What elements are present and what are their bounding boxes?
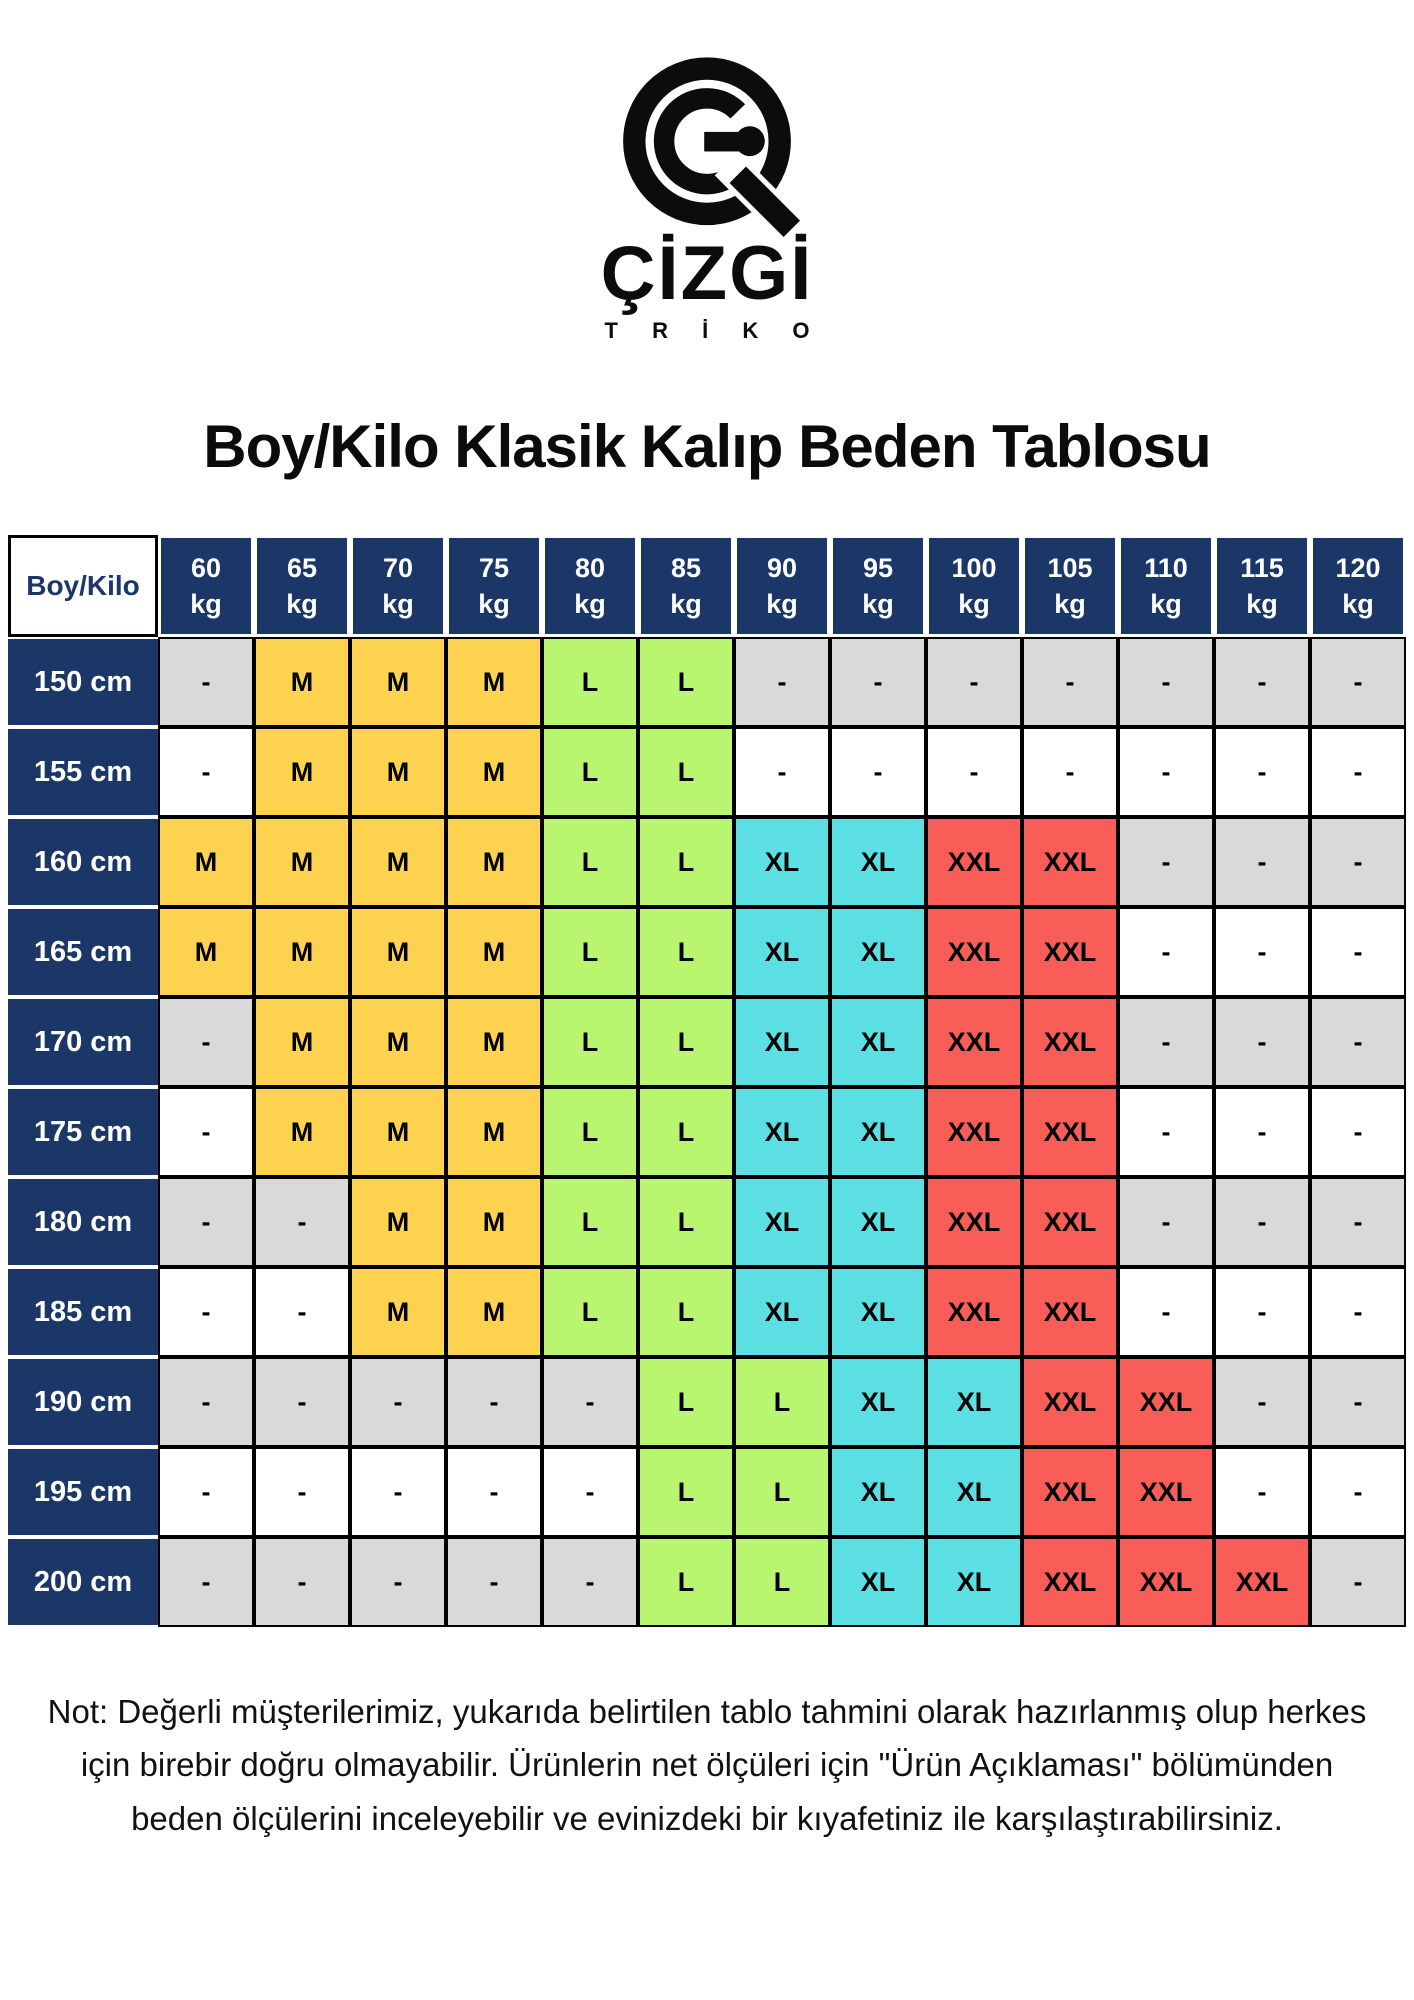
size-cell-empty: - (350, 1447, 446, 1537)
size-cell-m: M (350, 1087, 446, 1177)
size-cell-empty: - (1118, 1087, 1214, 1177)
size-cell-xl: XL (830, 1357, 926, 1447)
size-cell-empty: - (1214, 727, 1310, 817)
size-cell-empty: - (158, 1447, 254, 1537)
size-cell-empty: - (254, 1177, 350, 1267)
weight-value: 75 (478, 552, 510, 583)
size-cell-xxl: XXL (1022, 1537, 1118, 1627)
size-cell-m: M (254, 997, 350, 1087)
size-cell-l: L (638, 1537, 734, 1627)
size-cell-empty: - (1310, 907, 1406, 997)
weight-header-80kg (542, 535, 638, 637)
weight-value: 110 (1144, 552, 1188, 583)
weight-unit: kg (766, 589, 798, 619)
size-cell-xxl: XXL (1022, 1087, 1118, 1177)
size-cell-m: M (254, 1087, 350, 1177)
size-cell-l: L (638, 1357, 734, 1447)
weight-unit: kg (1342, 589, 1374, 619)
size-cell-xxl: XXL (1022, 1267, 1118, 1357)
weight-unit: kg (670, 589, 702, 619)
size-cell-l: L (542, 907, 638, 997)
size-cell-m: M (446, 907, 542, 997)
size-cell-empty: - (1214, 997, 1310, 1087)
size-cell-l: L (638, 1447, 734, 1537)
size-cell-xl: XL (830, 1447, 926, 1537)
size-cell-empty: - (158, 1357, 254, 1447)
size-cell-l: L (542, 727, 638, 817)
weight-header-90kg (734, 535, 830, 637)
size-cell-empty: - (1310, 1357, 1406, 1447)
weight-value: 95 (862, 552, 894, 583)
size-cell-xl: XL (830, 1267, 926, 1357)
size-cell-empty: - (350, 1537, 446, 1627)
size-cell-empty: - (734, 637, 830, 727)
weight-unit: kg (1246, 589, 1278, 619)
size-cell-l: L (542, 1177, 638, 1267)
weight-header-100kg (926, 535, 1022, 637)
weight-unit: kg (958, 589, 990, 619)
size-cell-m: M (254, 727, 350, 817)
size-cell-m: M (350, 1177, 446, 1267)
size-cell-empty: - (1214, 907, 1310, 997)
size-cell-xxl: XXL (1022, 1447, 1118, 1537)
size-cell-empty: - (1118, 727, 1214, 817)
size-cell-empty: - (254, 1357, 350, 1447)
size-cell-m: M (446, 1177, 542, 1267)
size-cell-xl: XL (734, 907, 830, 997)
height-label-195cm: 195 cm (8, 1447, 158, 1537)
weight-header-75kg (446, 535, 542, 637)
size-cell-empty: - (1310, 817, 1406, 907)
size-cell-empty: - (158, 637, 254, 727)
size-cell-empty: - (1118, 1267, 1214, 1357)
size-cell-xxl: XXL (1118, 1537, 1214, 1627)
size-cell-xl: XL (734, 997, 830, 1087)
weight-unit: kg (1054, 589, 1086, 619)
size-cell-empty: - (542, 1447, 638, 1537)
size-cell-m: M (446, 1267, 542, 1357)
size-cell-l: L (542, 1087, 638, 1177)
size-cell-m: M (350, 637, 446, 727)
weight-value: 115 (1240, 552, 1284, 583)
size-cell-empty: - (158, 997, 254, 1087)
weight-value: 90 (766, 552, 798, 583)
height-label-175cm: 175 cm (8, 1087, 158, 1177)
size-cell-xxl: XXL (1214, 1537, 1310, 1627)
weight-header-85kg (638, 535, 734, 637)
size-cell-l: L (638, 637, 734, 727)
size-cell-l: L (542, 637, 638, 727)
size-cell-m: M (254, 907, 350, 997)
size-cell-empty: - (1214, 1177, 1310, 1267)
size-cell-empty: - (1022, 727, 1118, 817)
weight-unit: kg (574, 589, 606, 619)
height-label-165cm: 165 cm (8, 907, 158, 997)
size-cell-empty: - (926, 727, 1022, 817)
weight-header-105kg (1022, 535, 1118, 637)
weight-header-70kg (350, 535, 446, 637)
size-cell-empty: - (1118, 817, 1214, 907)
size-cell-l: L (542, 997, 638, 1087)
size-cell-m: M (350, 1267, 446, 1357)
weight-value: 60 (190, 552, 222, 583)
weight-value: 85 (670, 552, 702, 583)
size-cell-xxl: XXL (926, 907, 1022, 997)
size-cell-empty: - (542, 1357, 638, 1447)
size-cell-empty: - (1310, 1447, 1406, 1537)
height-label-160cm: 160 cm (8, 817, 158, 907)
size-cell-empty: - (254, 1267, 350, 1357)
size-cell-empty: - (542, 1537, 638, 1627)
size-cell-l: L (638, 727, 734, 817)
size-cell-l: L (638, 1087, 734, 1177)
size-cell-xxl: XXL (1118, 1357, 1214, 1447)
size-cell-empty: - (1310, 637, 1406, 727)
size-cell-xxl: XXL (926, 817, 1022, 907)
size-cell-xxl: XXL (926, 1267, 1022, 1357)
size-cell-l: L (638, 1267, 734, 1357)
size-cell-empty: - (1310, 1267, 1406, 1357)
weight-header-60kg (158, 535, 254, 637)
weight-value: 80 (574, 552, 606, 583)
size-cell-empty: - (1214, 1087, 1310, 1177)
size-cell-xl: XL (734, 1267, 830, 1357)
size-cell-l: L (542, 1267, 638, 1357)
height-label-170cm: 170 cm (8, 997, 158, 1087)
size-cell-empty: - (1310, 727, 1406, 817)
size-cell-xl: XL (734, 1087, 830, 1177)
size-cell-m: M (350, 997, 446, 1087)
size-cell-empty: - (1310, 1537, 1406, 1627)
size-cell-empty: - (446, 1537, 542, 1627)
weight-header-110kg (1118, 535, 1214, 637)
size-cell-empty: - (446, 1357, 542, 1447)
size-cell-xxl: XXL (1022, 1177, 1118, 1267)
weight-header-65kg (254, 535, 350, 637)
size-cell-l: L (734, 1447, 830, 1537)
size-cell-empty: - (1022, 637, 1118, 727)
weight-unit: kg (286, 589, 318, 619)
size-cell-empty: - (1214, 1447, 1310, 1537)
size-cell-empty: - (158, 1177, 254, 1267)
size-cell-xxl: XXL (926, 997, 1022, 1087)
size-cell-empty: - (1118, 907, 1214, 997)
weight-value: 100 (951, 552, 997, 583)
footer-note: Not: Değerli müşterilerimiz, yukarıda belirtilen tablo tahmini olarak hazırlanmış olup herkes için birebir doğru olmayabilir. Ürünlerin net ölçüleri için "Ürün Açıklaması" bölümünden beden ölçülerini inceleyebilir ve evinizdeki bir kıyafetiniz ile karşılaştırabilirsiniz. (47, 1693, 1367, 1837)
weight-unit: kg (862, 589, 894, 619)
height-label-155cm: 155 cm (8, 727, 158, 817)
size-cell-xl: XL (830, 817, 926, 907)
size-cell-xxl: XXL (1022, 817, 1118, 907)
size-cell-xl: XL (830, 907, 926, 997)
size-cell-m: M (446, 1087, 542, 1177)
size-cell-empty: - (158, 1087, 254, 1177)
size-cell-m: M (254, 637, 350, 727)
brand-wordmark: ÇİZGİ (600, 231, 814, 316)
weight-unit: kg (1150, 589, 1182, 619)
size-cell-xxl: XXL (1022, 1357, 1118, 1447)
weight-value: 70 (382, 552, 414, 583)
size-cell-m: M (446, 997, 542, 1087)
size-cell-m: M (254, 817, 350, 907)
size-cell-xl: XL (830, 1087, 926, 1177)
size-cell-xl: XL (830, 1537, 926, 1627)
page-title: Boy/Kilo Klasik Kalıp Beden Tablosu (203, 413, 1211, 480)
size-cell-l: L (638, 997, 734, 1087)
size-cell-empty: - (1310, 1177, 1406, 1267)
size-cell-empty: - (1118, 1177, 1214, 1267)
size-cell-l: L (638, 817, 734, 907)
size-cell-empty: - (1214, 1357, 1310, 1447)
size-cell-empty: - (1214, 1267, 1310, 1357)
size-cell-empty: - (446, 1447, 542, 1537)
size-cell-xxl: XXL (1118, 1447, 1214, 1537)
size-cell-empty: - (254, 1537, 350, 1627)
size-cell-empty: - (926, 637, 1022, 727)
size-cell-l: L (734, 1537, 830, 1627)
weight-header-115kg (1214, 535, 1310, 637)
size-cell-m: M (446, 637, 542, 727)
size-cell-empty: - (1118, 997, 1214, 1087)
size-cell-empty: - (1310, 1087, 1406, 1177)
size-cell-empty: - (1118, 637, 1214, 727)
size-cell-xxl: XXL (1022, 907, 1118, 997)
size-cell-m: M (158, 817, 254, 907)
weight-unit: kg (478, 589, 510, 619)
size-cell-l: L (542, 817, 638, 907)
size-cell-xl: XL (734, 817, 830, 907)
size-cell-xxl: XXL (926, 1087, 1022, 1177)
size-cell-empty: - (1310, 997, 1406, 1087)
size-cell-xxl: XXL (1022, 997, 1118, 1087)
height-label-200cm: 200 cm (8, 1537, 158, 1627)
weight-value: 65 (286, 552, 318, 583)
table-corner-label: Boy/Kilo (8, 535, 158, 637)
size-cell-empty: - (1214, 637, 1310, 727)
weight-value: 120 (1335, 552, 1381, 583)
size-cell-m: M (350, 727, 446, 817)
brand-submark: T R İ K O (604, 318, 824, 343)
size-cell-xxl: XXL (926, 1177, 1022, 1267)
weight-unit: kg (190, 589, 222, 619)
brand-logo (0, 0, 1414, 344)
height-label-150cm: 150 cm (8, 637, 158, 727)
size-table (8, 535, 1406, 1627)
weight-header-95kg (830, 535, 926, 637)
size-cell-empty: - (1214, 817, 1310, 907)
size-cell-l: L (734, 1357, 830, 1447)
size-cell-l: L (638, 1177, 734, 1267)
size-cell-empty: - (158, 1537, 254, 1627)
size-cell-xl: XL (830, 997, 926, 1087)
size-cell-m: M (446, 817, 542, 907)
size-cell-xl: XL (926, 1447, 1022, 1537)
size-cell-xl: XL (830, 1177, 926, 1267)
size-cell-empty: - (158, 1267, 254, 1357)
size-cell-l: L (638, 907, 734, 997)
size-cell-m: M (158, 907, 254, 997)
size-cell-xl: XL (926, 1537, 1022, 1627)
size-cell-m: M (446, 727, 542, 817)
height-label-185cm: 185 cm (8, 1267, 158, 1357)
height-label-190cm: 190 cm (8, 1357, 158, 1447)
size-cell-empty: - (830, 637, 926, 727)
size-cell-m: M (350, 817, 446, 907)
size-cell-empty: - (254, 1447, 350, 1537)
size-cell-empty: - (350, 1357, 446, 1447)
size-cell-xl: XL (926, 1357, 1022, 1447)
cizgi-g-logo-icon (609, 48, 805, 240)
size-cell-empty: - (734, 727, 830, 817)
size-cell-m: M (350, 907, 446, 997)
weight-unit: kg (382, 589, 414, 619)
weight-value: 105 (1047, 552, 1093, 583)
size-cell-xl: XL (734, 1177, 830, 1267)
weight-header-120kg (1310, 535, 1406, 637)
height-label-180cm: 180 cm (8, 1177, 158, 1267)
size-cell-empty: - (830, 727, 926, 817)
size-cell-empty: - (158, 727, 254, 817)
